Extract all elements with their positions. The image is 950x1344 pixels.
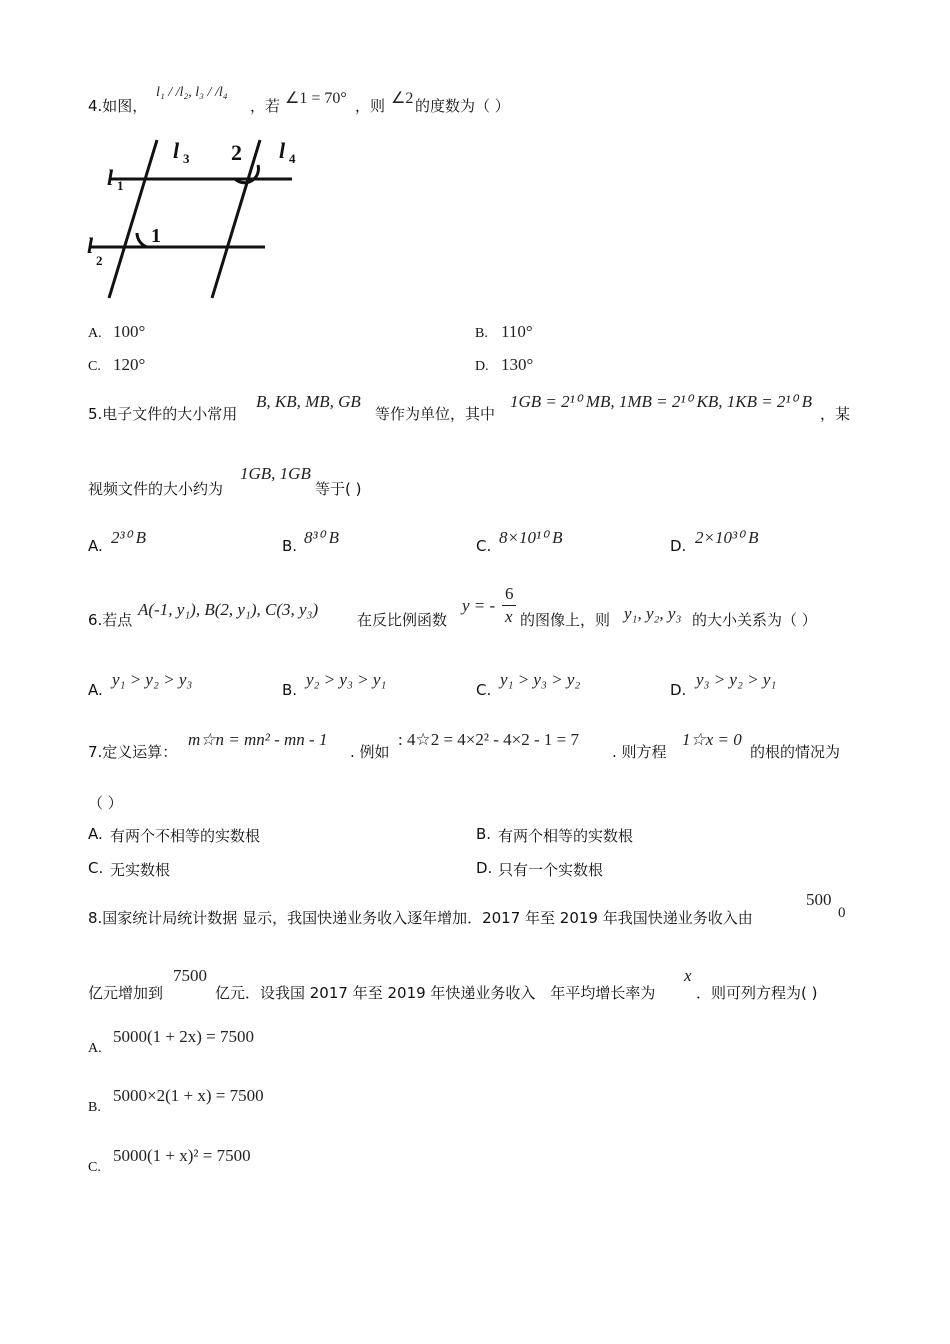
q5-line2-prefix: 视频文件的大小约为: [88, 480, 224, 498]
q4-option-c-key: C.: [88, 359, 101, 374]
q5-option-b-value: 8³⁰ B: [304, 528, 340, 547]
q7-stem-prefix: 7.定义运算：: [88, 743, 178, 761]
q6-fraction-bar: [502, 605, 516, 606]
q6-stem-prefix: 6.若点: [88, 611, 133, 629]
label-l1: l: [107, 165, 114, 190]
q4-option-a-key: A.: [88, 326, 102, 341]
q4-option-c-value: 120°: [113, 355, 146, 374]
label-l3-sub: 3: [183, 151, 190, 166]
q4-angle2: ∠2: [391, 90, 414, 107]
q6-vars: y₁, y₂, y₃: [624, 604, 682, 623]
q4-option-b-value: 110°: [501, 322, 533, 341]
q6-stem-mid2: 的图像上，则: [520, 611, 611, 629]
q6-func-lhs: y = -: [462, 596, 496, 615]
q8-option-c-key: C.: [88, 1160, 101, 1175]
q8-option-b-key: B.: [88, 1100, 101, 1115]
q8-variable-x: x: [684, 966, 692, 985]
label-angle-1: 1: [151, 225, 161, 247]
label-l1-sub: 1: [117, 178, 124, 193]
q4-option-b-key: B.: [475, 326, 488, 341]
q4-stem-mid2: ，则: [355, 97, 386, 115]
q5-line2-math: 1GB, 1GB: [240, 464, 311, 483]
q7-option-b-key: B.: [476, 825, 492, 843]
label-angle-2: 2: [231, 140, 242, 165]
q4-option-a-value: 100°: [113, 322, 146, 341]
q6-stem-mid: 在反比例函数: [357, 611, 448, 629]
q8-line2-mid: 亿元．设我国 2017 年至 2019 年快递业务收入 年平均增长率为: [215, 984, 656, 1002]
q7-option-d-key: D.: [476, 859, 493, 877]
q7-option-d-value: 只有一个实数根: [498, 861, 604, 879]
q7-option-c-value: 无实数根: [110, 861, 171, 879]
q5-option-c-key: C.: [476, 537, 492, 555]
q8-amount-start: 500: [806, 890, 832, 909]
q8-line2-post: ．则可列方程为( ): [696, 984, 818, 1002]
q6-option-c-value: y₁ > y₃ > y₂: [500, 670, 581, 689]
q5-stem-prefix: 5.电子文件的大小常用: [88, 405, 238, 423]
q6-option-c-key: C.: [476, 681, 492, 699]
line-l3: [109, 140, 157, 298]
q6-option-d-key: D.: [670, 681, 687, 699]
q8-option-a-value: 5000(1 + 2x) = 7500: [113, 1027, 254, 1046]
q8-line2-prefix: 亿元增加到: [88, 984, 164, 1002]
q6-stem-post: 的大小关系为（ ）: [692, 611, 817, 629]
q7-answer-paren: （ ）: [88, 794, 123, 812]
q5-line2-post: 等于( ): [315, 480, 362, 498]
q7-example: : 4☆2 = 4×2² - 4×2 - 1 = 7: [398, 730, 579, 749]
q5-option-c-value: 8×10¹⁰ B: [499, 528, 563, 547]
q4-option-d-value: 130°: [501, 355, 534, 374]
q4-stem-mid: ，若: [250, 97, 281, 115]
q6-option-b-value: y₂ > y₃ > y₁: [306, 670, 387, 689]
q7-stem-mid2: . 则方程: [612, 743, 667, 761]
q8-option-c-value: 5000(1 + x)² = 7500: [113, 1146, 251, 1165]
q5-option-a-key: A.: [88, 537, 103, 555]
label-l4-sub: 4: [289, 151, 296, 166]
q7-option-c-key: C.: [88, 859, 104, 877]
q7-option-a-value: 有两个不相等的实数根: [110, 827, 261, 845]
q8-amount-end: 7500: [173, 966, 207, 985]
q4-option-d-key: D.: [475, 359, 489, 374]
q5-option-d-key: D.: [670, 537, 687, 555]
q7-option-b-value: 有两个相等的实数根: [498, 827, 634, 845]
q5-option-d-value: 2×10³⁰ B: [695, 528, 759, 547]
label-l3: l: [173, 138, 180, 163]
angle-1-arc: [137, 233, 147, 247]
q4-angle-condition: ∠1 = 70°: [285, 90, 347, 107]
q6-option-a-value: y₁ > y₂ > y₃: [112, 670, 193, 689]
q6-func-denominator: x: [505, 607, 513, 626]
q4-stem-prefix: 4.如图，: [88, 97, 148, 115]
q7-definition: m☆n = mn² - mn - 1: [188, 730, 328, 749]
q6-points: A(-1, y₁), B(2, y₁), C(3, y₃): [138, 600, 319, 619]
q6-option-b-key: B.: [282, 681, 298, 699]
q5-option-a-value: 2³⁰ B: [111, 528, 147, 547]
q5-option-b-key: B.: [282, 537, 298, 555]
q6-option-a-key: A.: [88, 681, 103, 699]
q7-stem-mid: . 例如: [350, 743, 390, 761]
q7-equation: 1☆x = 0: [682, 730, 742, 749]
q6-func-numerator: 6: [505, 584, 514, 603]
q4-parallel-condition: l₁ / /l₂, l₃ / /l₄: [156, 85, 228, 100]
q5-units: B, KB, MB, GB: [256, 392, 361, 411]
q6-option-d-value: y₃ > y₂ > y₁: [696, 670, 777, 689]
q8-amount-start-tail: 0: [838, 905, 846, 921]
q7-stem-post: 的根的情况为: [750, 743, 841, 761]
q5-stem-end: ，某: [820, 405, 851, 423]
q4-stem-post: 的度数为（ ）: [415, 97, 510, 115]
q7-option-a-key: A.: [88, 825, 103, 843]
q8-option-b-value: 5000×2(1 + x) = 7500: [113, 1086, 264, 1105]
q8-option-a-key: A.: [88, 1041, 102, 1056]
q5-relation: 1GB = 2¹⁰ MB, 1MB = 2¹⁰ KB, 1KB = 2¹⁰ B: [510, 392, 812, 411]
q8-stem-prefix: 8.国家统计局统计数据 显示，我国快递业务收入逐年增加．2017 年至 2019 年我国快递业务收入由: [88, 909, 753, 927]
q4-parallel-lines-figure: [85, 130, 300, 302]
label-l4: l: [279, 138, 286, 163]
label-l2-sub: 2: [96, 253, 103, 268]
label-l2: l: [87, 233, 94, 258]
q5-stem-mid: 等作为单位，其中: [375, 405, 496, 423]
